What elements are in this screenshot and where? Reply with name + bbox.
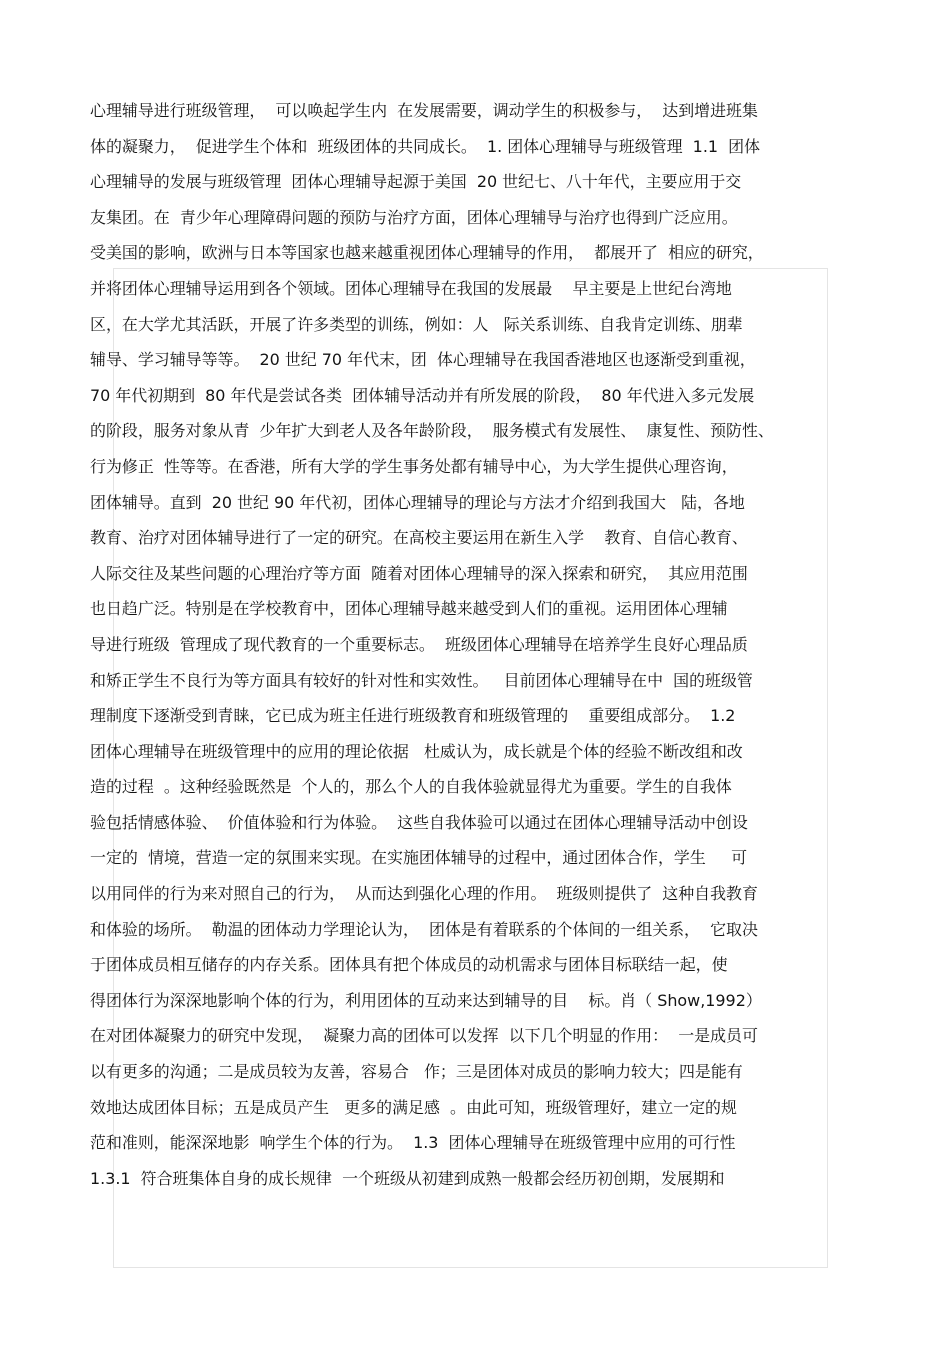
text-line: 受美国的影响，欧洲与日本等国家也越来越重视团体心理辅导的作用， 都展开了 相应的研究， bbox=[90, 243, 764, 263]
text-line: 以有更多的沟通；二是成员较为友善，容易合 作；三是团体对成员的影响力较大；四是能有 bbox=[90, 1062, 743, 1082]
text-line: 理制度下逐渐受到青睐，它已成为班主任进行班级教育和班级管理的 重要组成部分。 1.2 bbox=[90, 706, 736, 726]
text-line: 得团体行为深深地影响个体的行为，利用团体的互动来达到辅导的目 标。肖（ Show,1992） bbox=[90, 990, 762, 1010]
text-line: 教育、治疗对团体辅导进行了一定的研究。在高校主要运用在新生入学 教育、自信心教育、 bbox=[90, 528, 748, 548]
text-line: 区，在大学尤其活跃，开展了许多类型的训练，例如：人 际关系训练、自我肯定训练、朋辈 bbox=[90, 314, 743, 334]
text-line: 心理辅导的发展与班级管理 团体心理辅导起源于美国 20 世纪七、八十年代，主要应用于交 bbox=[90, 172, 742, 192]
text-line: 并将团体心理辅导运用到各个领域。团体心理辅导在我国的发展最 早主要是上世纪台湾地 bbox=[90, 278, 732, 298]
text-line: 范和准则，能深深地影 响学生个体的行为。 1.3 团体心理辅导在班级管理中应用的可行性 bbox=[90, 1133, 736, 1153]
text-line: 1.3.1 符合班集体自身的成长规律 一个班级从初建到成熟一般都会经历初创期，发展期和 bbox=[90, 1168, 725, 1188]
text-line: 导进行班级 管理成了现代教育的一个重要标志。 班级团体心理辅导在培养学生良好心理品质 bbox=[90, 634, 748, 654]
text-line: 一定的 情境，营造一定的氛围来实现。在实施团体辅导的过程中，通过团体合作，学生 可 bbox=[90, 848, 748, 868]
text-line: 也日趋广泛。特别是在学校教育中，团体心理辅导越来越受到人们的重视。运用团体心理辅 bbox=[90, 599, 728, 619]
text-line: 以用同伴的行为来对照自己的行为， 从而达到强化心理的作用。 班级则提供了 这种自我教育 bbox=[90, 884, 758, 904]
text-line: 友集团。在 青少年心理障碍问题的预防与治疗方面，团体心理辅导与治疗也得到广泛应用。 bbox=[90, 207, 738, 227]
body-text bbox=[90, 96, 870, 1199]
text-line: 团体心理辅导在班级管理中的应用的理论依据 杜威认为，成长就是个体的经验不断改组和改 bbox=[90, 741, 743, 761]
text-line: 心理辅导进行班级管理， 可以唤起学生内 在发展需要，调动学生的积极参与， 达到增进班集 bbox=[90, 101, 758, 120]
text-line: 团体辅导。直到 20 世纪 90 年代初，团体心理辅导的理论与方法才介绍到我国大 陆，各地 bbox=[90, 492, 745, 512]
text-line: 验包括情感体验、 价值体验和行为体验。 这些自我体验可以通过在团体心理辅导活动中创设 bbox=[90, 812, 748, 832]
text-line: 70 年代初期到 80 年代是尝试各类 团体辅导活动并有所发展的阶段， 80 年代进入多元发展 bbox=[90, 385, 755, 405]
text-line: 效地达成团体目标；五是成员产生 更多的满足感 。由此可知，班级管理好，建立一定的规 bbox=[90, 1097, 737, 1117]
text-line: 和矫正学生不良行为等方面具有较好的针对性和实效性。 目前团体心理辅导在中 国的班级管 bbox=[90, 670, 753, 690]
text-line: 人际交往及某些问题的心理治疗等方面 随着对团体心理辅导的深入探索和研究， 其应用范围 bbox=[90, 563, 748, 583]
text-line: 体的凝聚力， 促进学生个体和 班级团体的共同成长。 1. 团体心理辅导与班级管理 1.1 团体 bbox=[90, 136, 761, 156]
text-line: 的阶段，服务对象从青 少年扩大到老人及各年龄阶段， 服务模式有发展性、 康复性、预防性、 bbox=[90, 421, 774, 441]
text-line: 和体验的场所。 勒温的团体动力学理论认为， 团体是有着联系的个体间的一组关系， 它取决 bbox=[90, 919, 758, 939]
text-line: 在对团体凝聚力的研究中发现， 凝聚力高的团体可以发挥 以下几个明显的作用： 一是成员可 bbox=[90, 1026, 758, 1046]
text-line: 辅导、学习辅导等等。 20 世纪 70 年代末，团 体心理辅导在我国香港地区也逐渐受到重视， bbox=[90, 350, 756, 370]
text-line: 造的过程 。这种经验既然是 个人的，那么个人的自我体验就显得尤为重要。学生的自我体 bbox=[90, 777, 732, 797]
text-line: 行为修正 性等等。在香港，所有大学的学生事务处都有辅导中心，为大学生提供心理咨询， bbox=[90, 456, 738, 476]
text-line: 于团体成员相互储存的内存关系。团体具有把个体成员的动机需求与团体目标联结一起，使 bbox=[90, 955, 728, 975]
